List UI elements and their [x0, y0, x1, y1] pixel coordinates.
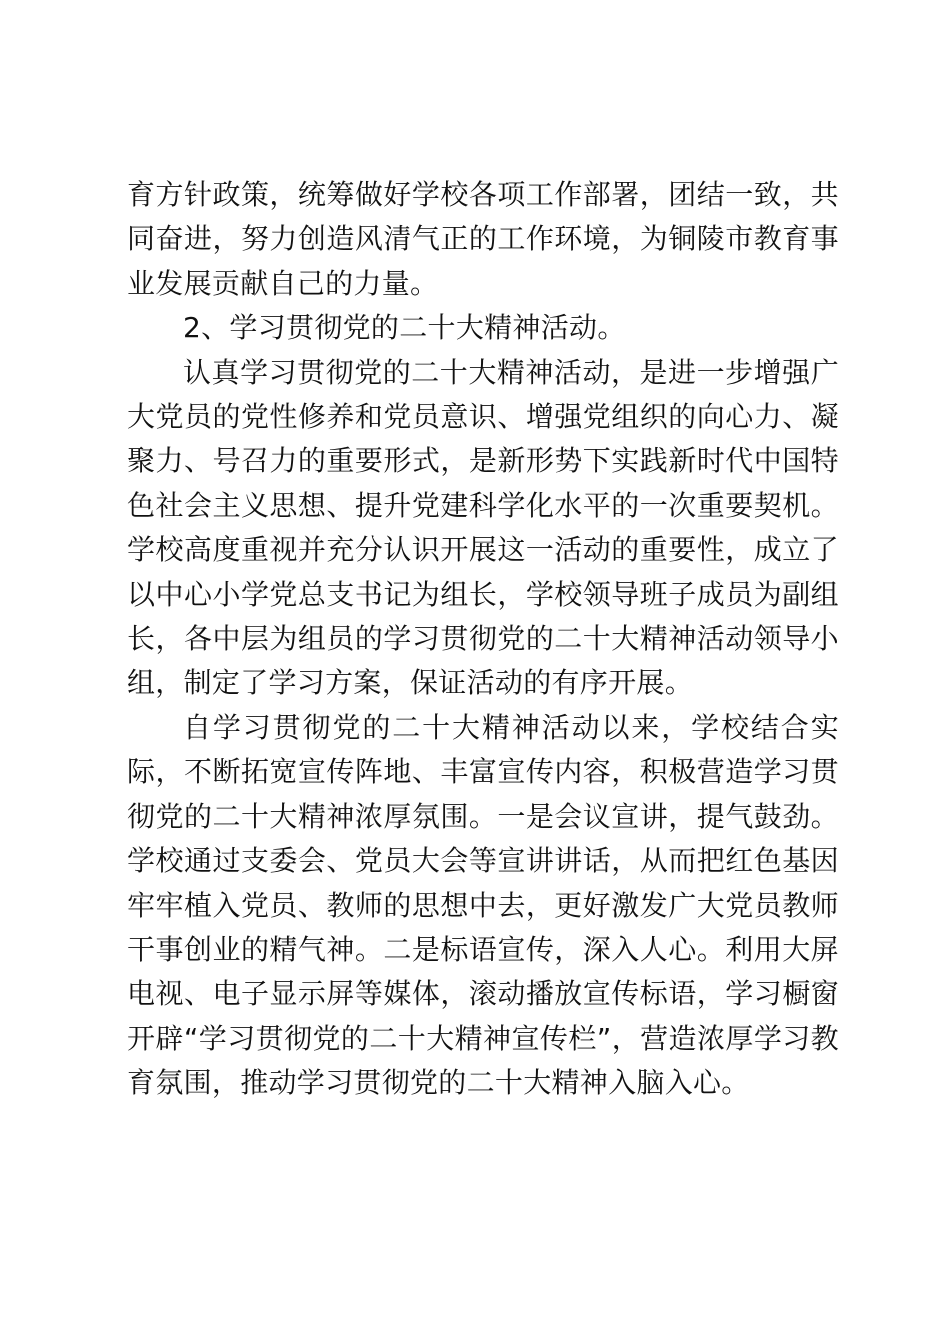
paragraph-continuation: 育方针政策，统筹做好学校各项工作部署，团结一致，共同奋进，努力创造风清气正的工作环境，为铜陵市教育事业发展贡献自己的力量。 — [127, 178, 839, 300]
paragraph-activity-details: 自学习贯彻党的二十大精神活动以来，学校结合实际，不断拓宽宣传阵地、丰富宣传内容，积极营造学习贯彻党的二十大精神浓厚氛围。一是会议宣讲，提气鼓劲。学校通过支委会、党员大会等宣讲讲话，从而把红色基因牢牢植入党员、教师的思想中去，更好激发广大党员教师干事创业的精气神。二是标语宣传，深入人心。利用大屏电视、电子显示屏等媒体，滚动播放宣传标语，学习橱窗开辟“学习贯彻党的二十大精神宣传栏”，营造浓厚学习教育氛围，推动学习贯彻党的二十大精神入脑入心。 — [127, 710, 839, 1100]
document-body — [127, 173, 839, 1106]
section-heading: 2、学习贯彻党的二十大精神活动。 — [183, 311, 626, 345]
paragraph-activity-overview: 认真学习贯彻党的二十大精神活动，是进一步增强广大党员的党性修养和党员意识、增强党组织的向心力、凝聚力、号召力的重要形式，是新形势下实践新时代中国特色社会主义思想、提升党建科学化水平的一次重要契机。学校高度重视并充分认识开展这一活动的重要性，成立了以中心小学党总支书记为组长，学校领导班子成员为副组长，各中层为组员的学习贯彻党的二十大精神活动领导小组，制定了学习方案，保证活动的有序开展。 — [127, 355, 839, 700]
